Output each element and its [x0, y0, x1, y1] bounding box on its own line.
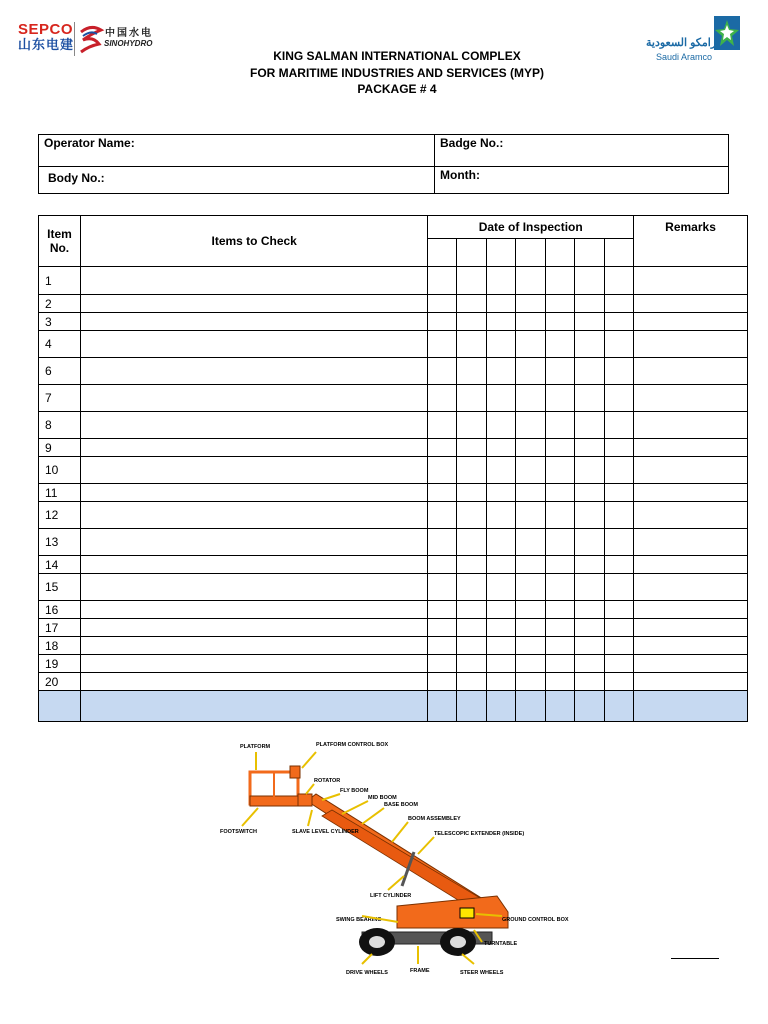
body-no-cell[interactable] [39, 167, 435, 194]
item-number-cell: 10 [39, 457, 81, 484]
inspection-date-cell[interactable] [428, 295, 457, 313]
inspection-date-cell[interactable] [546, 313, 575, 331]
remarks-cell[interactable] [634, 412, 748, 439]
inspection-date-cell[interactable] [546, 385, 575, 412]
remarks-cell[interactable] [634, 601, 748, 619]
inspection-date-cell[interactable] [516, 619, 546, 637]
item-number-cell: 3 [39, 313, 81, 331]
badge-no-label: Badge No.: [440, 136, 504, 150]
inspection-date-cell[interactable] [516, 502, 546, 529]
inspection-date-cell[interactable] [546, 484, 575, 502]
item-to-check-cell[interactable] [80, 637, 427, 655]
label-frame: FRAME [410, 968, 430, 974]
label-lift-cylinder: LIFT CYLINDER [370, 893, 412, 899]
label-platform-control-box: PLATFORM CONTROL BOX [316, 742, 389, 748]
inspection-date-cell[interactable] [575, 439, 605, 457]
inspection-date-cell[interactable] [516, 691, 546, 722]
label-drive-wheels: DRIVE WHEELS [346, 970, 388, 976]
remarks-cell[interactable] [634, 637, 748, 655]
inspection-date-cell[interactable] [428, 601, 457, 619]
inspection-date-cell[interactable] [575, 313, 605, 331]
date-of-inspection-header [428, 216, 634, 239]
inspection-date-cell[interactable] [546, 331, 575, 358]
item-number-cell: 19 [39, 655, 81, 673]
saudi-aramco-logo [640, 14, 745, 64]
checklist-row [39, 439, 748, 457]
inspection-checklist-table [38, 215, 748, 722]
inspection-date-cell[interactable] [457, 601, 487, 619]
ground-control-box-shape [460, 908, 474, 918]
aramco-arabic-text: أرامكو السعودية [646, 37, 720, 49]
inspection-date-cell[interactable] [516, 412, 546, 439]
inspection-date-cell[interactable] [457, 673, 487, 691]
inspection-date-cell[interactable] [575, 691, 605, 722]
inspection-date-cell[interactable] [428, 691, 457, 722]
inspection-date-cell[interactable] [457, 637, 487, 655]
item-number-cell: 4 [39, 331, 81, 358]
heading-line-2: FOR MARITIME INDUSTRIES AND SERVICES (MYP) [249, 65, 545, 80]
remarks-cell[interactable] [634, 439, 748, 457]
month-label: Month: [440, 168, 480, 182]
remarks-cell[interactable] [634, 457, 748, 484]
inspection-date-cell[interactable] [457, 655, 487, 673]
inspection-date-cell[interactable] [575, 358, 605, 385]
remarks-cell[interactable] [634, 295, 748, 313]
inspection-date-cell[interactable] [457, 313, 487, 331]
inspection-date-cell[interactable] [575, 673, 605, 691]
date-column-cell[interactable] [546, 239, 575, 267]
inspection-date-cell[interactable] [546, 439, 575, 457]
aramco-english-text: Saudi Aramco [656, 52, 713, 62]
inspection-date-cell[interactable] [575, 412, 605, 439]
label-base-boom: BASE BOOM [384, 802, 418, 808]
inspection-date-cell[interactable] [575, 267, 605, 295]
inspection-date-cell[interactable] [516, 439, 546, 457]
inspection-date-cell[interactable] [487, 655, 516, 673]
inspection-date-cell[interactable] [516, 267, 546, 295]
inspection-date-cell[interactable] [457, 574, 487, 601]
inspection-date-cell[interactable] [487, 412, 516, 439]
remarks-header [634, 216, 748, 267]
item-to-check-cell[interactable] [80, 529, 427, 556]
checklist-row [39, 484, 748, 502]
item-to-check-cell[interactable] [80, 484, 427, 502]
inspection-date-cell[interactable] [546, 529, 575, 556]
inspection-date-cell[interactable] [546, 267, 575, 295]
inspection-date-cell[interactable] [605, 673, 634, 691]
inspection-date-cell[interactable] [457, 529, 487, 556]
inspection-date-cell[interactable] [428, 412, 457, 439]
inspection-date-cell[interactable] [487, 574, 516, 601]
items-to-check-header [80, 216, 427, 267]
inspection-date-cell[interactable] [487, 313, 516, 331]
inspection-date-cell[interactable] [428, 484, 457, 502]
inspection-date-cell[interactable] [428, 556, 457, 574]
inspection-date-cell[interactable] [546, 358, 575, 385]
sepco-logo-text: SEPCO [18, 21, 74, 38]
drive-wheel-hub [369, 936, 385, 948]
inspection-date-cell[interactable] [575, 502, 605, 529]
item-to-check-cell[interactable] [80, 619, 427, 637]
remarks-cell[interactable] [634, 358, 748, 385]
checklist-row [39, 412, 748, 439]
inspection-date-cell[interactable] [457, 439, 487, 457]
label-ground-control-box: GROUND CONTROL BOX [502, 917, 569, 923]
inspection-date-cell[interactable] [516, 295, 546, 313]
inspection-date-cell[interactable] [487, 484, 516, 502]
inspection-date-cell[interactable] [575, 385, 605, 412]
inspection-date-cell[interactable] [457, 484, 487, 502]
label-slave-level-cylinder: SLAVE LEVEL CYLINDER [292, 829, 359, 835]
inspection-date-cell[interactable] [605, 484, 634, 502]
checklist-row [39, 574, 748, 601]
item-number-cell: 15 [39, 574, 81, 601]
month-cell[interactable] [435, 167, 729, 194]
inspection-date-cell[interactable] [428, 502, 457, 529]
inspection-date-cell[interactable] [457, 267, 487, 295]
inspection-date-cell[interactable] [575, 529, 605, 556]
item-to-check-cell[interactable] [80, 574, 427, 601]
inspection-date-cell[interactable] [605, 313, 634, 331]
inspection-date-cell[interactable] [605, 385, 634, 412]
inspection-date-cell[interactable] [516, 601, 546, 619]
sinohydro-logo [79, 22, 159, 58]
checklist-row [39, 556, 748, 574]
inspection-date-cell[interactable] [487, 385, 516, 412]
date-column-cell[interactable] [487, 239, 516, 267]
checklist-row [39, 267, 748, 295]
inspection-date-cell[interactable] [487, 295, 516, 313]
inspection-date-cell[interactable] [428, 385, 457, 412]
inspection-date-cell[interactable] [516, 358, 546, 385]
inspection-date-cell[interactable] [546, 637, 575, 655]
label-telescopic-extender: TELESCOPIC EXTENDER (INSIDE) [434, 831, 525, 837]
sinohydro-emblem-icon [79, 24, 103, 56]
checklist-row [39, 691, 748, 722]
inspection-date-cell[interactable] [516, 655, 546, 673]
item-number-cell: 9 [39, 439, 81, 457]
inspection-date-cell[interactable] [457, 691, 487, 722]
operator-name-label: Operator Name: [44, 136, 135, 150]
remarks-cell[interactable] [634, 529, 748, 556]
inspection-date-cell[interactable] [605, 574, 634, 601]
checklist-row [39, 529, 748, 556]
rotator-shape [298, 794, 312, 806]
remarks-cell[interactable] [634, 267, 748, 295]
checklist-row [39, 673, 748, 691]
remarks-cell[interactable] [634, 502, 748, 529]
document-heading [200, 48, 594, 98]
inspection-date-cell[interactable] [605, 556, 634, 574]
sepco-logo-chinese: 山东电建 [18, 37, 75, 52]
inspection-date-cell[interactable] [605, 457, 634, 484]
inspection-date-cell[interactable] [428, 331, 457, 358]
sinohydro-logo-text: SINOHYDRO [104, 39, 153, 48]
operator-name-cell[interactable] [39, 135, 435, 167]
platform-control-box-shape [290, 766, 300, 778]
inspection-date-cell[interactable] [546, 574, 575, 601]
body-no-label: Body No.: [48, 171, 105, 185]
inspection-date-cell[interactable] [605, 439, 634, 457]
inspection-date-cell[interactable] [457, 619, 487, 637]
inspection-date-cell[interactable] [487, 691, 516, 722]
inspection-date-cell[interactable] [516, 457, 546, 484]
inspection-date-cell[interactable] [575, 574, 605, 601]
inspection-date-cell[interactable] [457, 457, 487, 484]
label-steer-wheels: STEER WHEELS [460, 970, 504, 976]
inspection-date-cell[interactable] [516, 673, 546, 691]
inspection-date-cell[interactable] [516, 484, 546, 502]
item-to-check-cell[interactable] [80, 556, 427, 574]
date-of-inspection-header-text: Date of Inspection [478, 220, 583, 234]
inspection-date-cell[interactable] [575, 331, 605, 358]
inspection-date-cell[interactable] [546, 673, 575, 691]
item-to-check-cell[interactable] [80, 313, 427, 331]
sepco-logo [18, 22, 74, 53]
inspection-date-cell[interactable] [546, 295, 575, 313]
inspection-date-cell[interactable] [457, 412, 487, 439]
item-to-check-cell[interactable] [80, 601, 427, 619]
inspection-date-cell[interactable] [546, 412, 575, 439]
date-column-cell[interactable] [457, 239, 487, 267]
inspection-date-cell[interactable] [487, 529, 516, 556]
remarks-cell[interactable] [634, 331, 748, 358]
checklist-row [39, 358, 748, 385]
remarks-cell[interactable] [634, 655, 748, 673]
item-to-check-cell[interactable] [80, 655, 427, 673]
item-no-header [39, 216, 81, 267]
item-to-check-cell[interactable] [80, 691, 427, 722]
inspection-date-cell[interactable] [605, 295, 634, 313]
inspection-date-cell[interactable] [575, 457, 605, 484]
label-boom-assembly: BOOM ASSEMBLEY [408, 816, 461, 822]
inspection-date-cell[interactable] [546, 619, 575, 637]
heading-line-3: PACKAGE # 4 [357, 82, 437, 96]
inspection-date-cell[interactable] [575, 655, 605, 673]
inspection-date-cell[interactable] [516, 574, 546, 601]
checklist-row [39, 601, 748, 619]
inspection-date-cell[interactable] [487, 637, 516, 655]
inspection-date-cell[interactable] [546, 691, 575, 722]
inspection-date-cell[interactable] [546, 502, 575, 529]
inspection-date-cell[interactable] [605, 637, 634, 655]
item-to-check-cell[interactable] [80, 439, 427, 457]
inspection-date-cell[interactable] [428, 637, 457, 655]
item-number-cell: 2 [39, 295, 81, 313]
inspection-date-cell[interactable] [457, 331, 487, 358]
inspection-date-cell[interactable] [516, 637, 546, 655]
item-to-check-cell[interactable] [80, 358, 427, 385]
signature-underline [671, 958, 719, 959]
item-to-check-cell[interactable] [80, 331, 427, 358]
remarks-cell[interactable] [634, 484, 748, 502]
item-number-cell: 20 [39, 673, 81, 691]
item-to-check-cell[interactable] [80, 295, 427, 313]
remarks-cell[interactable] [634, 691, 748, 722]
item-number-cell: 17 [39, 619, 81, 637]
inspection-date-cell[interactable] [516, 313, 546, 331]
remarks-cell[interactable] [634, 385, 748, 412]
remarks-cell[interactable] [634, 313, 748, 331]
operator-info-table [38, 134, 729, 194]
inspection-date-cell[interactable] [605, 619, 634, 637]
inspection-date-cell[interactable] [428, 529, 457, 556]
date-column-cell[interactable] [428, 239, 457, 267]
item-number-cell: 18 [39, 637, 81, 655]
item-number-cell [39, 691, 81, 722]
inspection-date-cell[interactable] [575, 637, 605, 655]
inspection-date-cell[interactable] [457, 385, 487, 412]
inspection-date-cell[interactable] [457, 502, 487, 529]
inspection-date-cell[interactable] [487, 673, 516, 691]
item-number-cell: 16 [39, 601, 81, 619]
checklist-row [39, 619, 748, 637]
remarks-cell[interactable] [634, 574, 748, 601]
item-to-check-cell[interactable] [80, 457, 427, 484]
label-rotator: ROTATOR [314, 778, 341, 784]
checklist-row [39, 385, 748, 412]
inspection-date-cell[interactable] [605, 412, 634, 439]
inspection-date-cell[interactable] [487, 556, 516, 574]
checklist-row [39, 655, 748, 673]
steer-wheel-hub [450, 936, 466, 948]
item-to-check-cell[interactable] [80, 502, 427, 529]
inspection-date-cell[interactable] [457, 358, 487, 385]
inspection-date-cell[interactable] [428, 313, 457, 331]
label-fly-boom: FLY BOOM [340, 788, 369, 794]
item-number-cell: 6 [39, 358, 81, 385]
checklist-row [39, 331, 748, 358]
item-number-cell: 8 [39, 412, 81, 439]
checklist-row [39, 457, 748, 484]
checklist-row [39, 502, 748, 529]
item-to-check-cell[interactable] [80, 267, 427, 295]
inspection-date-cell[interactable] [428, 358, 457, 385]
inspection-date-cell[interactable] [605, 502, 634, 529]
item-to-check-cell[interactable] [80, 412, 427, 439]
item-no-header-text: Item No. [47, 227, 72, 255]
item-number-cell: 11 [39, 484, 81, 502]
inspection-date-cell[interactable] [487, 331, 516, 358]
label-footswitch: FOOTSWITCH [220, 829, 257, 835]
inspection-date-cell[interactable] [428, 267, 457, 295]
items-to-check-header-text: Items to Check [211, 234, 297, 248]
inspection-date-cell[interactable] [605, 529, 634, 556]
inspection-date-cell[interactable] [546, 655, 575, 673]
item-to-check-cell[interactable] [80, 385, 427, 412]
inspection-date-cell[interactable] [516, 529, 546, 556]
inspection-date-cell[interactable] [487, 601, 516, 619]
inspection-date-cell[interactable] [575, 619, 605, 637]
inspection-date-cell[interactable] [428, 457, 457, 484]
inspection-date-cell[interactable] [575, 295, 605, 313]
inspection-date-cell[interactable] [487, 267, 516, 295]
date-column-cell[interactable] [516, 239, 546, 267]
label-turntable: TURNTABLE [484, 941, 518, 947]
inspection-date-cell[interactable] [516, 385, 546, 412]
inspection-date-cell[interactable] [457, 295, 487, 313]
remarks-cell[interactable] [634, 673, 748, 691]
item-to-check-cell[interactable] [80, 673, 427, 691]
inspection-date-cell[interactable] [487, 457, 516, 484]
inspection-date-cell[interactable] [546, 601, 575, 619]
label-mid-boom: MID BOOM [368, 795, 397, 801]
remarks-cell[interactable] [634, 556, 748, 574]
item-number-cell: 1 [39, 267, 81, 295]
inspection-date-cell[interactable] [605, 267, 634, 295]
inspection-date-cell[interactable] [487, 502, 516, 529]
checklist-row [39, 313, 748, 331]
inspection-date-cell[interactable] [516, 331, 546, 358]
label-swing-bearing: SWING BEARING [336, 917, 382, 923]
inspection-date-cell[interactable] [605, 601, 634, 619]
inspection-date-cell[interactable] [605, 691, 634, 722]
inspection-date-cell[interactable] [575, 484, 605, 502]
item-number-cell: 7 [39, 385, 81, 412]
sinohydro-logo-chinese: 中国水电 [105, 28, 153, 39]
inspection-date-cell[interactable] [457, 556, 487, 574]
inspection-date-cell[interactable] [487, 439, 516, 457]
inspection-date-cell[interactable] [605, 358, 634, 385]
item-number-cell: 14 [39, 556, 81, 574]
inspection-date-cell[interactable] [605, 331, 634, 358]
inspection-date-cell[interactable] [516, 556, 546, 574]
inspection-date-cell[interactable] [428, 439, 457, 457]
remarks-cell[interactable] [634, 619, 748, 637]
item-number-cell: 12 [39, 502, 81, 529]
inspection-date-cell[interactable] [487, 619, 516, 637]
date-column-cell[interactable] [605, 239, 634, 267]
inspection-date-cell[interactable] [428, 655, 457, 673]
label-platform: PLATFORM [240, 744, 271, 750]
inspection-date-cell[interactable] [428, 574, 457, 601]
inspection-date-cell[interactable] [575, 601, 605, 619]
checklist-row [39, 295, 748, 313]
inspection-date-cell[interactable] [428, 619, 457, 637]
inspection-date-cell[interactable] [546, 556, 575, 574]
boom-lift-diagram [212, 736, 569, 984]
inspection-date-cell[interactable] [546, 457, 575, 484]
inspection-date-cell[interactable] [605, 655, 634, 673]
checklist-row [39, 637, 748, 655]
inspection-date-cell[interactable] [428, 673, 457, 691]
inspection-date-cell[interactable] [575, 556, 605, 574]
logo-divider [74, 22, 75, 56]
badge-no-cell[interactable] [435, 135, 729, 167]
remarks-header-text: Remarks [665, 220, 716, 234]
date-column-cell[interactable] [575, 239, 605, 267]
heading-line-1: KING SALMAN INTERNATIONAL COMPLEX [273, 49, 521, 63]
inspection-date-cell[interactable] [487, 358, 516, 385]
item-number-cell: 13 [39, 529, 81, 556]
